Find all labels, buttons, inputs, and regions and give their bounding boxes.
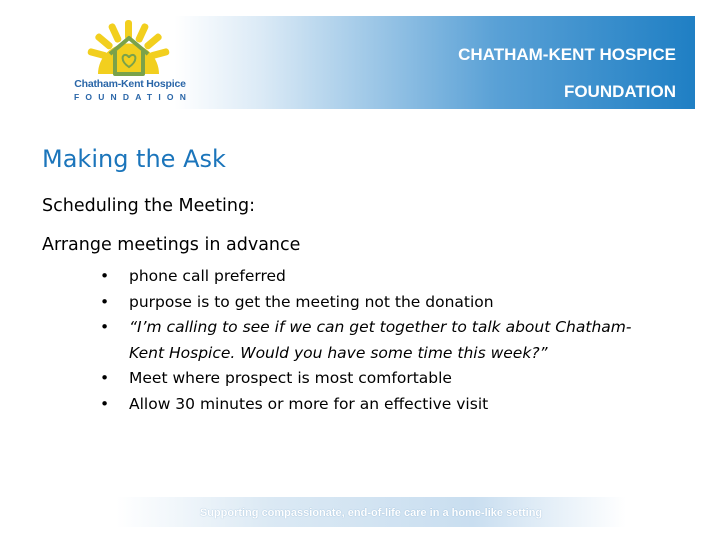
- organization-name: CHATHAM-KENT HOSPICE: [458, 45, 676, 64]
- sun-house-icon: [68, 18, 190, 80]
- bullet-text: Meet where prospect is most comfortable: [129, 369, 452, 387]
- list-item: [96, 290, 656, 316]
- list-item: [96, 264, 656, 290]
- subheading-arrange: Arrange meetings in advance: [42, 235, 301, 255]
- list-item: [96, 366, 656, 392]
- logo-subtitle: FOUNDATION: [74, 92, 193, 102]
- bullet-text: “I’m calling to see if we can get together to talk about Chatham-Kent Hospice. Would you have some time this week?”: [129, 318, 632, 362]
- organization-suffix: FOUNDATION: [563, 82, 676, 101]
- slide-title: Making the Ask: [42, 145, 226, 173]
- list-item: [96, 315, 656, 366]
- bullet-text: phone call preferred: [129, 267, 286, 285]
- list-item: [96, 392, 656, 418]
- bullet-text: purpose is to get the meeting not the donation: [129, 292, 494, 311]
- footer-tagline: Supporting compassionate, end-of-life care in a home-like setting: [199, 507, 543, 519]
- bullet-list: [96, 264, 656, 417]
- foundation-logo: [68, 18, 193, 104]
- bullet-text: Allow 30 minutes or more for an effective visit: [129, 394, 489, 413]
- subheading-scheduling: Scheduling the Meeting:: [42, 196, 256, 216]
- footer-banner: [116, 497, 626, 527]
- logo-name: Chatham-Kent Hospice: [74, 78, 186, 90]
